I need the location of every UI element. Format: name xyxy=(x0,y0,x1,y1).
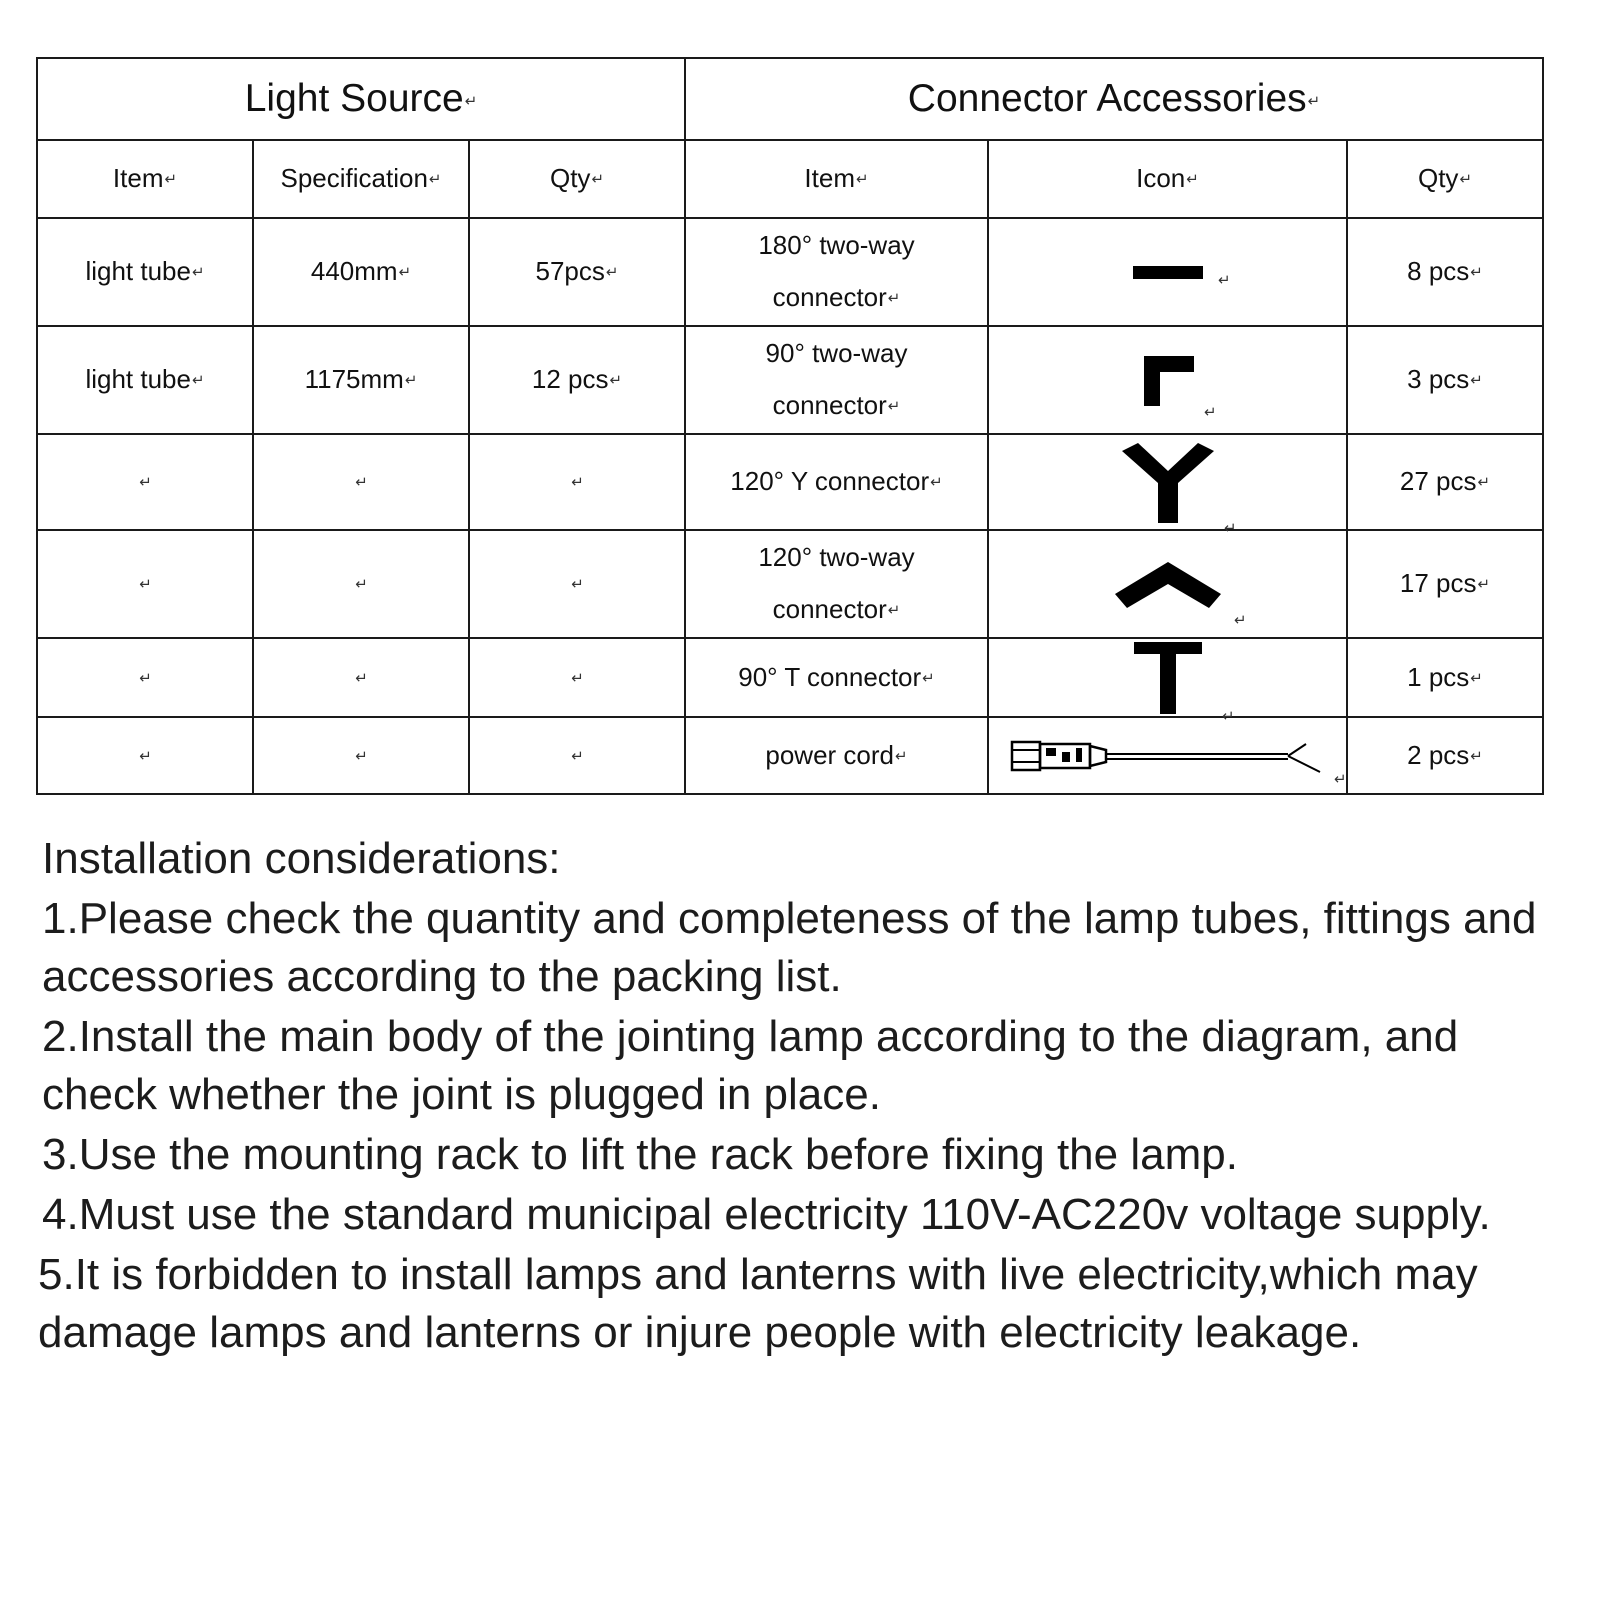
ls-item-cell: ↵ xyxy=(37,530,253,638)
connector-item-cell: 180° two-way connector↵ xyxy=(685,218,988,326)
ls-qty-cell: ↵ xyxy=(469,638,685,717)
col-header-qty: Qty↵ xyxy=(469,140,685,218)
note-item-5: 5.It is forbidden to install lamps and lanterns with live electricity,which may damage lamps and lanterns or injure people with electricity leakage. xyxy=(38,1250,1478,1357)
straight-connector-icon xyxy=(1128,252,1208,292)
ls-qty-cell: 57pcs↵ xyxy=(469,218,685,326)
group-header-row xyxy=(37,58,1543,140)
note-item-2: 2.Install the main body of the jointing lamp according to the diagram, and check whether the joint is plugged in place. xyxy=(42,1012,1459,1119)
col-header-connector-qty: Qty↵ xyxy=(1347,140,1543,218)
ls-item-cell: light tube↵ xyxy=(37,326,253,434)
ls-spec-cell: ↵ xyxy=(253,638,469,717)
connector-icon-cell: ↵ xyxy=(988,218,1347,326)
ls-spec-cell: ↵ xyxy=(253,434,469,530)
group-connector-accessories: Connector Accessories↵ xyxy=(685,58,1543,140)
connector-item-cell: power cord↵ xyxy=(685,717,988,794)
ls-qty-cell: ↵ xyxy=(469,530,685,638)
ls-item-cell: ↵ xyxy=(37,717,253,794)
col-header-specification: Specification↵ xyxy=(253,140,469,218)
installation-notes xyxy=(38,830,1582,1364)
notes-heading: Installation considerations: xyxy=(42,834,561,883)
t-connector-icon xyxy=(1130,640,1206,716)
connector-item-cell: 120° Y connector↵ xyxy=(685,434,988,530)
connector-icon-cell: ↵ xyxy=(988,530,1347,638)
ls-item-cell: light tube↵ xyxy=(37,218,253,326)
table-row xyxy=(37,218,1543,326)
connector-item-cell: 120° two-way connector↵ xyxy=(685,530,988,638)
col-header-icon: Icon↵ xyxy=(988,140,1347,218)
connector-qty-cell: 8 pcs↵ xyxy=(1347,218,1543,326)
connector-qty-cell: 1 pcs↵ xyxy=(1347,638,1543,717)
connector-item-cell: 90° two-way connector↵ xyxy=(685,326,988,434)
angle-connector-icon xyxy=(1113,554,1223,614)
ls-item-cell: ↵ xyxy=(37,434,253,530)
col-header-connector-item: Item↵ xyxy=(685,140,988,218)
ls-item-cell: ↵ xyxy=(37,638,253,717)
col-header-item: Item↵ xyxy=(37,140,253,218)
ls-qty-cell: 12 pcs↵ xyxy=(469,326,685,434)
table-row xyxy=(37,530,1543,638)
connector-icon-cell: ↵ xyxy=(988,326,1347,434)
ls-qty-cell: ↵ xyxy=(469,434,685,530)
ls-spec-cell: ↵ xyxy=(253,717,469,794)
ls-spec-cell: ↵ xyxy=(253,530,469,638)
group-light-source: Light Source↵ xyxy=(37,58,685,140)
connector-icon-cell: ↵ xyxy=(988,434,1347,530)
connector-item-cell: 90° T connector↵ xyxy=(685,638,988,717)
corner-connector-icon xyxy=(1138,350,1198,410)
packing-list-table xyxy=(36,57,1544,795)
table-row xyxy=(37,717,1543,794)
table-row xyxy=(37,638,1543,717)
table-row xyxy=(37,434,1543,530)
connector-icon-cell: ↵ xyxy=(988,638,1347,717)
power-cord-icon xyxy=(998,734,1338,778)
column-header-row xyxy=(37,140,1543,218)
note-item-3: 3.Use the mounting rack to lift the rack before fixing the lamp. xyxy=(42,1130,1238,1179)
y-connector-icon xyxy=(1118,439,1218,525)
note-item-1: 1.Please check the quantity and completeness of the lamp tubes, fittings and accessories according to the packing list. xyxy=(42,894,1537,1001)
note-item-4: 4.Must use the standard municipal electricity 110V-AC220v voltage supply. xyxy=(42,1190,1491,1239)
table-row xyxy=(37,326,1543,434)
connector-qty-cell: 27 pcs↵ xyxy=(1347,434,1543,530)
ls-spec-cell: 1175mm↵ xyxy=(253,326,469,434)
connector-qty-cell: 3 pcs↵ xyxy=(1347,326,1543,434)
connector-qty-cell: 17 pcs↵ xyxy=(1347,530,1543,638)
ls-qty-cell: ↵ xyxy=(469,717,685,794)
connector-qty-cell: 2 pcs↵ xyxy=(1347,717,1543,794)
connector-icon-cell: ↵ xyxy=(988,717,1347,794)
ls-spec-cell: 440mm↵ xyxy=(253,218,469,326)
